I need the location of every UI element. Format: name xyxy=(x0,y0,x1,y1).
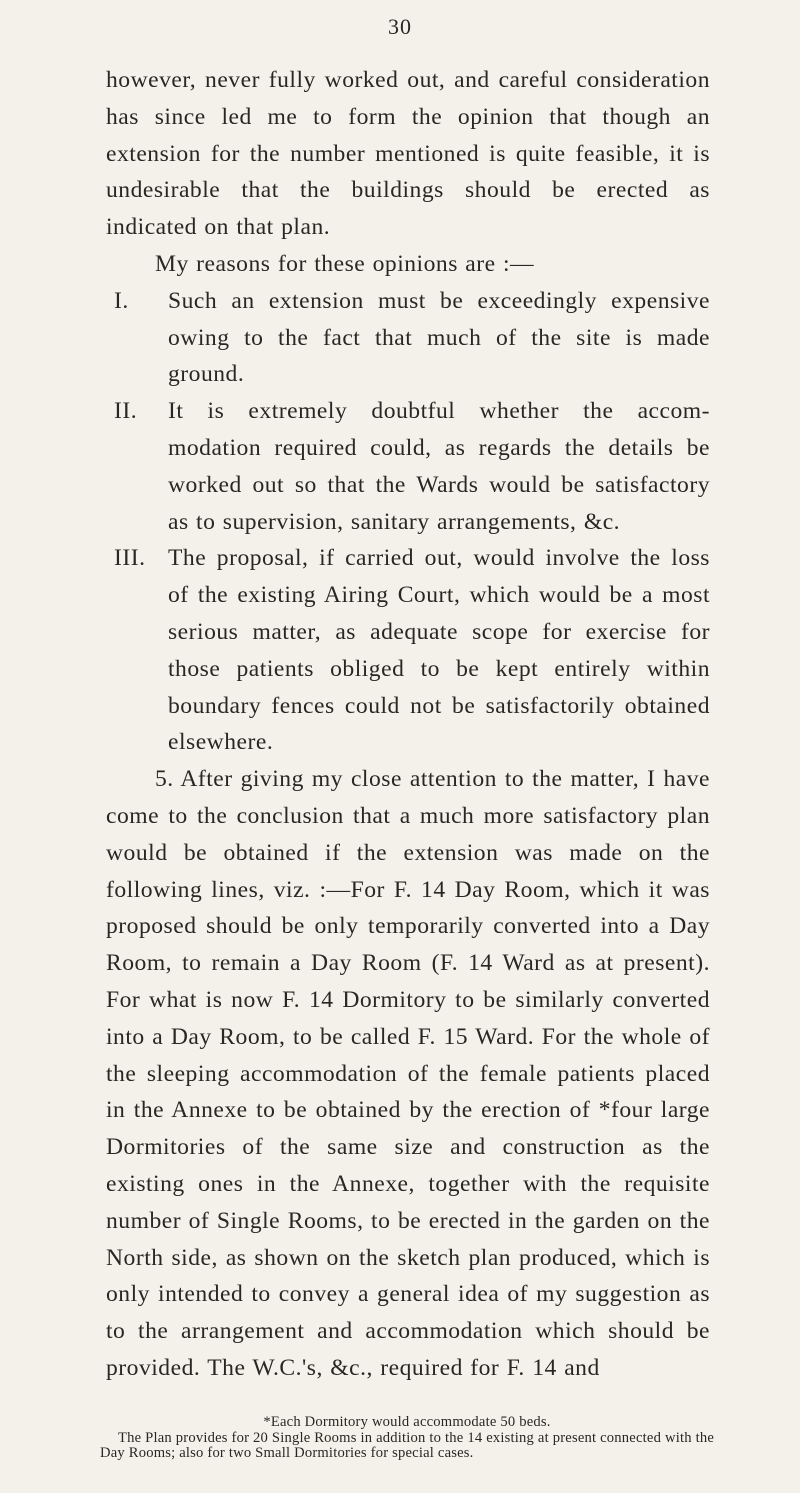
reason-number: II. xyxy=(114,398,138,425)
footnote-line-1: *Each Dormitory would accommodate 50 beds. xyxy=(263,1414,551,1430)
body-text xyxy=(106,62,710,1387)
reason-item-2 xyxy=(106,393,710,540)
reason-text: It is extremely doubtful whether the accom- modation required could, as regards the details be worked out so that the Wards would be satisfactory as to supervision, sanitary arrangements, &c. xyxy=(168,398,710,535)
reason-text: The proposal, if carried out, would involve the loss of the existing Airing Court, which would be a most serious matter, as adequate scope for exercise for those patients obliged to be kept entirely within boundary fences could not be satisfactorily obtained elsewhere. xyxy=(168,545,710,756)
opening-paragraph: however, never fully worked out, and careful consideration has since led me to form the opinion that though an extension for the number mentioned is quite feasible, it is undesirable that the buildings should be erected as indicated on that plan. xyxy=(106,67,710,241)
reasons-intro: My reasons for these opinions are :— xyxy=(155,250,535,277)
page-number: 30 xyxy=(388,14,412,39)
reason-number: I. xyxy=(114,287,129,314)
section-5-paragraph: 5. After giving my close attention to the matter, I have come to the conclusion that a much more satisfactory plan would be obtained if the extension was made on the following lines, viz. :—For F. 14 Day Room, which it was proposed should be only temporarily converted into a Day Room, to remain a Day Room (F. 14 Ward as at present). For what is now F. 14 Dormitory to be similarly converted into a Day Room, to be called F. 15 Ward. For the whole of the sleeping accommodation of the female patients placed in the Annexe to be obtained by the erection of *four large Dormitories of the same size and construction as the existing ones in the Annexe, together with the requisite number of Single Rooms, to be erected in the garden on the North side, as shown on the sketch plan produced, which is only intended to convey a general idea of my suggestion as to the arrangement and accommodation which should be provided. The W.C.'s, &c., required for F. 14 and xyxy=(106,766,710,1381)
footnote xyxy=(100,1415,714,1462)
reason-number: III. xyxy=(114,545,146,572)
reason-item-1 xyxy=(106,283,710,393)
reason-text: Such an extension must be exceedingly expensive owing to the fact that much of the site is made ground. xyxy=(168,287,710,388)
reason-item-3 xyxy=(106,540,710,761)
footnote-line-2: The Plan provides for 20 Single Rooms in addition to the 14 existing at present connected with the Day Rooms; also for two Small Dormitories for special cases. xyxy=(100,1429,714,1461)
